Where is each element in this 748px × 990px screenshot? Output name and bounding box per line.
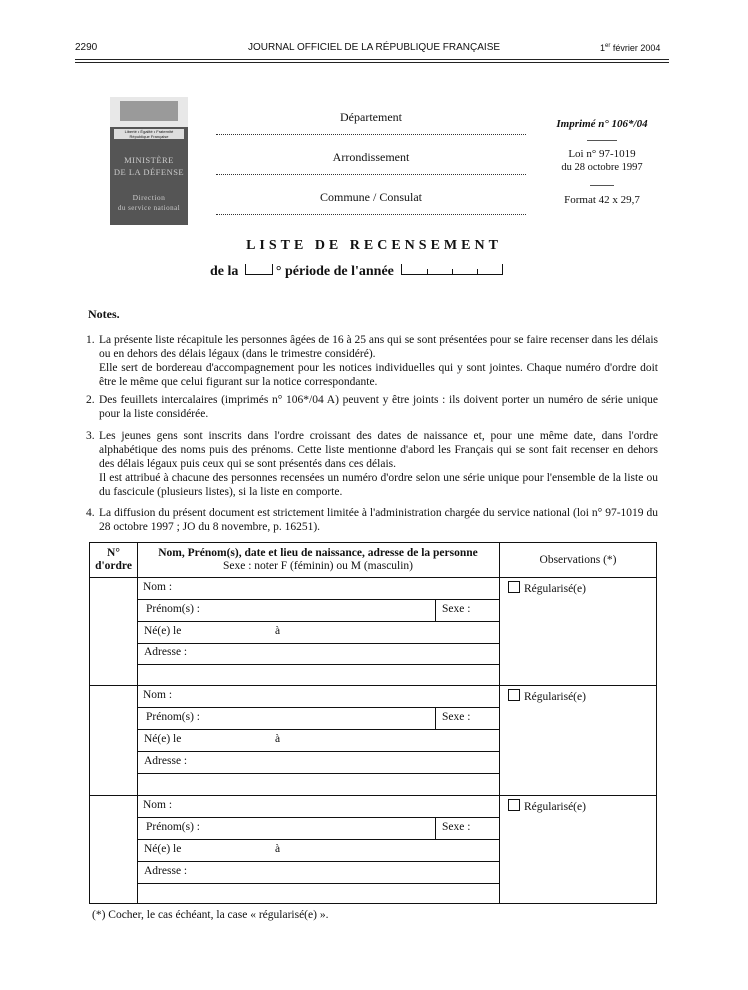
col-header-identite: Nom, Prénom(s), date et lieu de naissance, adresse de la personne Sexe : noter F (féminin) ou M (masculin) — [158, 547, 478, 572]
adresse-field[interactable]: Adresse : — [144, 865, 188, 877]
naissance-date-field[interactable]: Né(e) le — [144, 733, 182, 745]
checkbox-icon[interactable] — [508, 799, 520, 811]
prenoms-field[interactable]: Prénom(s) : — [146, 603, 200, 615]
period-suffix: ° période de l'année — [275, 264, 394, 279]
header-rule-2 — [75, 62, 669, 63]
note-2: 2. Des feuillets intercalaires (imprimés n° 106*/04 A) peuvent y être joints : ils doivent porter un numéro de série unique pour la liste considérée. — [86, 394, 658, 420]
period-line — [210, 264, 507, 280]
checkbox-icon[interactable] — [508, 581, 520, 593]
period-prefix: de la — [210, 264, 239, 279]
naissance-lieu-field[interactable]: à — [275, 733, 281, 745]
checkbox-icon[interactable] — [508, 689, 520, 701]
notes-heading: Notes. — [88, 307, 120, 321]
regularise-checkbox[interactable]: Régularisé(e) — [508, 581, 586, 595]
naissance-lieu-field[interactable]: à — [275, 625, 281, 637]
divider — [587, 140, 617, 141]
note-3: 3. Les jeunes gens sont inscrits dans l'ordre croissant des dates de naissance et, pour une même date, dans l'ordre alphabétique des noms puis des prénoms. Cette liste mentionne d'abord les Français qui se sont fait recenser en dehors des délais légaux puis ceux qui se sont présentés dans ces délais. Il est attribué à chacune des personnes recensées un numéro d'ordre selon une série unique pour l'ensemble de la liste ou du fascicule (plusieurs listes), si la liste en comporte. — [86, 430, 658, 498]
arrondissement-label: Arrondissement — [332, 150, 410, 164]
sexe-field[interactable]: Sexe : — [442, 821, 471, 833]
imprime-number: Imprimé n° 106*/04 — [556, 118, 648, 130]
commune-label: Commune / Consulat — [320, 190, 422, 204]
header-rule — [75, 59, 669, 60]
naissance-date-field[interactable]: Né(e) le — [144, 625, 182, 637]
document-title: LISTE DE RECENSEMENT — [246, 238, 502, 253]
regularise-checkbox[interactable]: Régularisé(e) — [508, 689, 586, 703]
logo-motto: Liberté • Égalité • Fraternité — [124, 129, 174, 134]
note-4: 4. La diffusion du présent document est strictement limitée à l'administration chargée du service national (loi n° 97-1019 du 28 octobre 1997 ; JO du 8 novembre, p. 16251). — [86, 507, 658, 533]
commune-field[interactable] — [216, 214, 526, 215]
journal-title: JOURNAL OFFICIEL DE LA RÉPUBLIQUE FRANÇAISE — [247, 42, 501, 53]
marianne-emblem — [120, 101, 178, 121]
regularise-checkbox[interactable]: Régularisé(e) — [508, 799, 586, 813]
nom-field[interactable]: Nom : — [143, 689, 173, 701]
logo-ministere: MINISTÈRE — [124, 155, 174, 165]
recensement-table — [89, 542, 657, 904]
sexe-field[interactable]: Sexe : — [442, 603, 471, 615]
ministry-logo — [110, 97, 188, 225]
logo-defense: DE LA DÉFENSE — [113, 167, 185, 177]
loi-line-1: Loi n° 97-1019 — [568, 148, 636, 160]
logo-republic: République Française — [129, 134, 169, 139]
departement-field[interactable] — [216, 134, 526, 135]
prenoms-field[interactable]: Prénom(s) : — [146, 711, 200, 723]
format-info: Format 42 x 29,7 — [564, 194, 640, 206]
naissance-date-field[interactable]: Né(e) le — [144, 843, 182, 855]
prenoms-field[interactable]: Prénom(s) : — [146, 821, 200, 833]
adresse-field[interactable]: Adresse : — [144, 646, 188, 658]
footnote: (*) Cocher, le cas échéant, la case « régularisé(e) ». — [92, 909, 329, 921]
sexe-field[interactable]: Sexe : — [442, 711, 471, 723]
page-number: 2290 — [75, 42, 98, 53]
divider-2 — [590, 185, 614, 186]
note-1: 1. La présente liste récapitule les personnes âgées de 16 à 25 ans qui se sont présentées pour se faire recenser dans les délais ou en dehors des délais légaux (dans le trimestre considéré). Elle sert de bordereau d'accompagnement pour les notices individuelles qui y sont jointes. Chaque numéro d'ordre doit être le même que celui figurant sur la notice correspondante. — [86, 334, 658, 388]
naissance-lieu-field[interactable]: à — [275, 843, 281, 855]
period-box[interactable] — [245, 264, 273, 275]
logo-direction: Direction — [132, 193, 166, 202]
loi-line-2: du 28 octobre 1997 — [561, 162, 643, 173]
publication-date: 1er février 2004 — [600, 43, 661, 53]
nom-field[interactable]: Nom : — [143, 581, 173, 593]
col-header-observations: Observations (*) — [539, 554, 617, 566]
nom-field[interactable]: Nom : — [143, 799, 173, 811]
col-header-numero: N° d'ordre — [95, 547, 132, 572]
year-box[interactable] — [401, 264, 503, 275]
logo-service: du service national — [117, 204, 181, 212]
departement-label: Département — [340, 110, 402, 124]
adresse-field[interactable]: Adresse : — [144, 755, 188, 767]
arrondissement-field[interactable] — [216, 174, 526, 175]
